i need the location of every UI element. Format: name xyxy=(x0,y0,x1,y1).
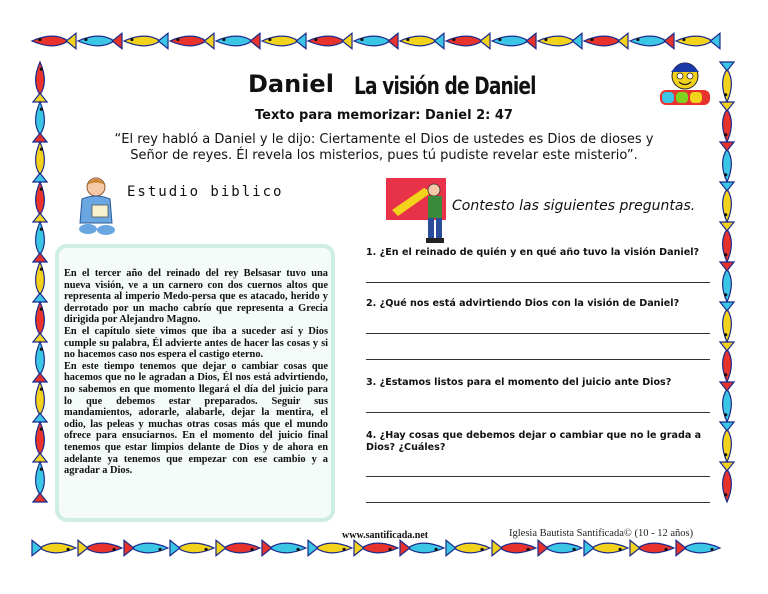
fish-icon xyxy=(676,540,720,555)
fish-icon xyxy=(33,262,47,302)
fish-icon xyxy=(630,33,674,48)
fish-icon xyxy=(400,540,444,555)
fish-icon xyxy=(33,182,47,222)
study-paragraph: En este tiempo tenemos que dejar o cambiar cosas que hacemos que no le agradan a Dios, Él nos está advirtiendo, no sabemos en que momento llegará el día del juicio para lo que debemos estar preparados. Seguir sus mandamientos, adorarle, alabarle, dejar la mentira, el odio, las peleas y muchas otras cosas más que el mundo ofrece para ensuciarnos. En el momento del juicio final tenemos que estar limpios delante de Dios y de ahora en adelante ya tenemos que empezar con ese cambio y a agradar a Dios. xyxy=(64,360,328,477)
study-text xyxy=(64,268,328,477)
fish-icon xyxy=(630,540,674,555)
fish-icon xyxy=(720,342,734,382)
fish-icon xyxy=(720,422,734,462)
memory-verse-label: Texto para memorizar: Daniel 2: 47 xyxy=(255,108,513,123)
questions-heading: Contesto las siguientes preguntas. xyxy=(452,198,696,214)
reading-child-icon xyxy=(74,175,120,237)
fish-icon xyxy=(400,33,444,48)
footer-church: Iglesia Bautista Santificada© (10 - 12 años) xyxy=(509,528,694,539)
fish-icon xyxy=(33,62,47,102)
fish-icon xyxy=(33,302,47,342)
answer-line[interactable] xyxy=(366,282,710,283)
fish-icon xyxy=(216,33,260,48)
fish-icon xyxy=(720,182,734,222)
answer-line[interactable] xyxy=(366,412,710,413)
fish-icon xyxy=(584,540,628,555)
question-3: 3. ¿Estamos listos para el momento del juicio ante Dios? xyxy=(366,377,672,388)
fish-icon xyxy=(33,342,47,382)
fish-icon xyxy=(446,33,490,48)
church-logo-icon xyxy=(656,52,714,108)
answer-line[interactable] xyxy=(366,502,710,503)
fish-icon xyxy=(492,33,536,48)
study-paragraph: En el tercer año del reinado del rey Belsasar tuvo una nueva visión, ve a un carnero con dos cuernos altos que representa al imperio Medo-persa que es atacado, herido y derrotado por un macho cabrío que representa a Grecia dirigida por Alejandro Magno. xyxy=(64,268,328,326)
fish-icon xyxy=(124,33,168,48)
fish-icon xyxy=(33,222,47,262)
question-4: 4. ¿Hay cosas que debemos dejar o cambiar que no le grada a Dios? ¿Cuáles? xyxy=(366,430,702,453)
fish-icon xyxy=(170,540,214,555)
fish-icon xyxy=(308,540,352,555)
fish-icon xyxy=(78,540,122,555)
fish-icon xyxy=(354,540,398,555)
question-1: 1. ¿En el reinado de quién y en qué año tuvo la visión Daniel? xyxy=(366,247,700,258)
answer-line[interactable] xyxy=(366,359,710,360)
fish-icon xyxy=(33,462,47,502)
answer-line[interactable] xyxy=(366,333,710,334)
fish-icon xyxy=(32,540,76,555)
memory-verse: “El rey habló a Daniel y le dijo: Ciertamente el Dios de ustedes es Dios de dioses y Señor de reyes. Él revela los misterios, pues tú pudiste revelar este misterio”. xyxy=(114,132,654,163)
fish-icon xyxy=(538,540,582,555)
fish-icon xyxy=(446,540,490,555)
fish-icon xyxy=(308,33,352,48)
fish-icon xyxy=(720,462,734,502)
fish-icon xyxy=(33,142,47,182)
answer-line[interactable] xyxy=(366,476,710,477)
fish-icon xyxy=(262,33,306,48)
fish-icon xyxy=(354,33,398,48)
fish-icon xyxy=(720,62,734,102)
fish-icon xyxy=(676,33,720,48)
fish-icon xyxy=(492,540,536,555)
fish-icon xyxy=(32,33,76,48)
study-label: Estudio biblico xyxy=(127,184,284,200)
fish-icon xyxy=(33,382,47,422)
fish-icon xyxy=(216,540,260,555)
fish-icon xyxy=(124,540,168,555)
fish-icon xyxy=(262,540,306,555)
fish-icon xyxy=(584,33,628,48)
fish-icon xyxy=(538,33,582,48)
fish-icon xyxy=(170,33,214,48)
footer-url: www.santificada.net xyxy=(342,530,429,541)
page-title: Daniel xyxy=(248,70,334,98)
fish-icon xyxy=(78,33,122,48)
fish-icon xyxy=(720,142,734,182)
study-paragraph: En el capítulo siete vimos que iba a suceder así y Dios cumple su palabra, Él advierte antes de hacer las cosas y si no hacemos caso nos espera el castigo eterno. xyxy=(64,325,328,361)
question-2: 2. ¿Qué nos está advirtiendo Dios con la visión de Daniel? xyxy=(366,298,680,309)
lesson-title: La visión de Daniel xyxy=(354,72,536,100)
fish-icon xyxy=(720,262,734,302)
painter-icon xyxy=(384,174,458,246)
fish-icon xyxy=(33,422,47,462)
